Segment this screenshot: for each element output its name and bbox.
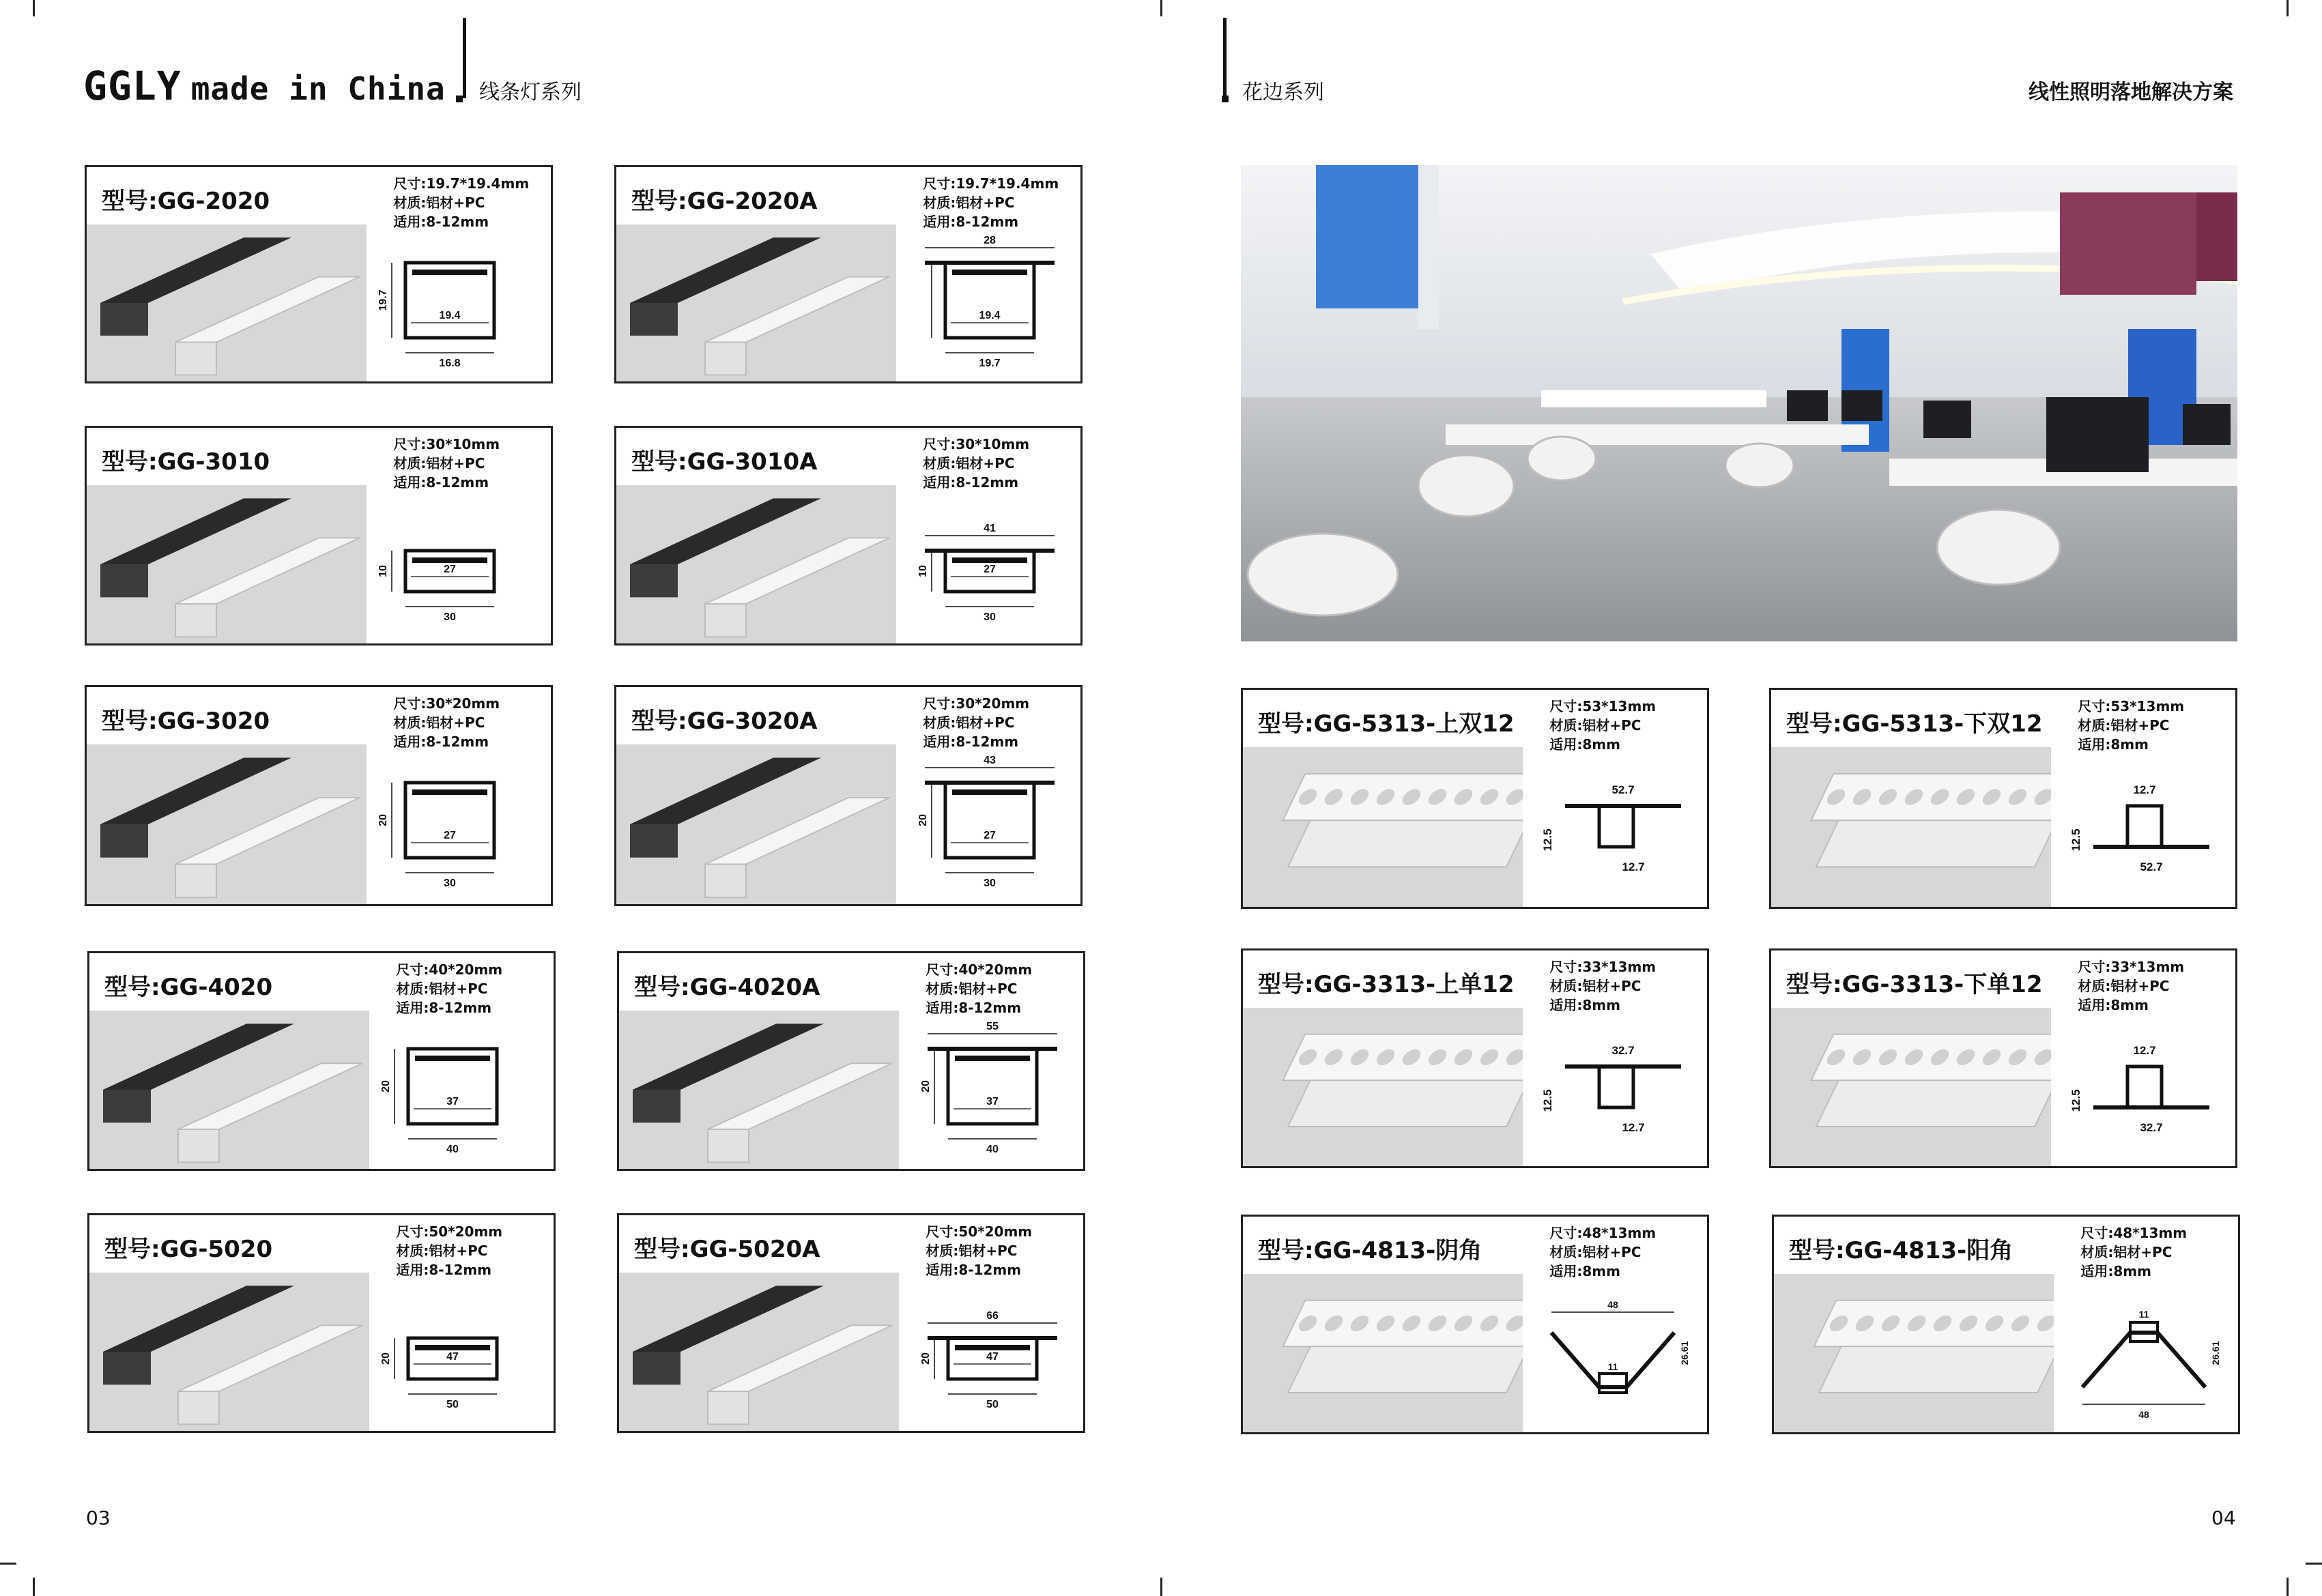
spec-size: 尺寸:48*13mm [1549, 1225, 1657, 1241]
product-model: 型号:GG-4813-阴角 [1258, 1237, 1482, 1264]
product-photo [1243, 1274, 1523, 1432]
profile-render [1243, 1008, 1523, 1166]
spec-material: 材质:铝材+PC [923, 194, 1015, 211]
product-card [1241, 688, 1709, 909]
spec-material: 材质:铝材+PC [2078, 978, 2170, 994]
dimension-label: 47 [446, 1351, 459, 1363]
product-card [85, 426, 553, 645]
spec-list [923, 435, 1029, 492]
cross-section-diagram [368, 496, 545, 642]
dimension-label: 27 [983, 830, 996, 841]
product-model: 型号:GG-5020A [634, 1236, 820, 1263]
product-card [1241, 1215, 1709, 1434]
cross-section-diagram [1524, 1285, 1702, 1431]
product-card [87, 951, 556, 1171]
cross-section-diagram [1524, 758, 1702, 904]
dimension-label: 30 [443, 877, 456, 889]
dimension-label: 43 [983, 755, 996, 766]
crop-mark [2287, 0, 2289, 16]
profile-render [616, 224, 896, 381]
profile-render [89, 1011, 369, 1169]
profile-drawing [1524, 1285, 1702, 1428]
profile-render [1771, 747, 2051, 907]
dimension-label: 12.7 [2133, 783, 2156, 796]
dimension-label: 12.5 [1540, 828, 1554, 852]
crop-mark [0, 1563, 16, 1565]
cross-section-diagram [2052, 758, 2230, 904]
product-card [614, 165, 1083, 383]
crop-mark [1160, 1578, 1162, 1596]
profile-drawing [900, 1021, 1078, 1165]
dimension-label: 50 [986, 1399, 999, 1410]
spec-size: 尺寸:33*13mm [2078, 959, 2185, 975]
spec-fit: 适用:8mm [1549, 736, 1620, 753]
dimension-label: 55 [986, 1021, 999, 1032]
dimension-label: 12.5 [2069, 828, 2082, 852]
spec-fit: 适用:8-12mm [926, 1000, 1022, 1016]
spec-material: 材质:铝材+PC [393, 455, 485, 471]
spec-list [926, 960, 1032, 1017]
profile-drawing [898, 235, 1075, 379]
product-photo [89, 1273, 369, 1431]
spec-material: 材质:铝材+PC [926, 1243, 1018, 1259]
dimension-label: 12.7 [1622, 860, 1645, 873]
product-photo [89, 1011, 369, 1169]
profile-render [1243, 747, 1523, 907]
dimension-label: 52.7 [1611, 783, 1635, 796]
product-model: 型号:GG-2020A [631, 188, 818, 215]
dimension-label: 41 [983, 523, 996, 534]
spec-list [2078, 697, 2184, 754]
product-model: 型号:GG-3010A [631, 448, 818, 476]
spec-list [1549, 1223, 1656, 1281]
cross-section-diagram [898, 235, 1075, 381]
product-model: 型号:GG-4020 [104, 974, 273, 1001]
spec-fit: 适用:8-12mm [926, 1262, 1022, 1278]
spec-size: 尺寸:50*20mm [926, 1223, 1033, 1240]
cross-section-diagram [368, 235, 545, 381]
spec-size: 尺寸:30*10mm [923, 436, 1030, 452]
cross-section-diagram [2055, 1285, 2233, 1431]
series-title-right: 花边系列 [1242, 81, 1324, 104]
product-card [1772, 1215, 2240, 1434]
dimension-label: 48 [2138, 1409, 2149, 1420]
spec-list [923, 174, 1059, 231]
product-photo [87, 485, 367, 643]
profile-render [619, 1273, 899, 1431]
spec-material: 材质:铝材+PC [2078, 717, 2170, 734]
dimension-label: 40 [986, 1144, 999, 1155]
cross-section-diagram [2052, 1019, 2230, 1165]
profile-render [1771, 1008, 2051, 1166]
brand-name: GGLY [83, 63, 182, 109]
cross-section-diagram [368, 755, 545, 901]
spec-list [393, 694, 500, 751]
cross-section-diagram [900, 1021, 1078, 1167]
cross-section-diagram [898, 755, 1075, 901]
spec-fit: 适用:8-12mm [393, 734, 489, 750]
spec-size: 尺寸:19.7*19.4mm [393, 175, 530, 192]
header-dot-right [1222, 96, 1229, 102]
product-photo [616, 744, 896, 904]
dimension-label: 47 [986, 1351, 999, 1363]
dimension-label: 12.7 [2133, 1044, 2156, 1057]
spec-size: 尺寸:50*20mm [396, 1223, 503, 1240]
spec-fit: 适用:8-12mm [393, 214, 489, 230]
hero-office-photo [1241, 165, 2237, 641]
profile-render [1243, 1274, 1523, 1432]
profile-render [87, 485, 367, 643]
cross-section-diagram [898, 496, 1075, 642]
spec-size: 尺寸:30*20mm [393, 695, 500, 712]
page-number-left: 03 [86, 1507, 111, 1529]
spec-fit: 适用:8-12mm [396, 1262, 492, 1278]
slogan: 线性照明落地解决方案 [2029, 81, 2233, 104]
spec-size: 尺寸:30*20mm [923, 695, 1030, 712]
spec-size: 尺寸:53*13mm [2078, 698, 2185, 714]
profile-drawing [368, 496, 545, 639]
product-card [614, 426, 1083, 645]
dimension-label: 52.7 [2140, 860, 2163, 873]
header-dot [456, 96, 463, 102]
office-illustration [1241, 165, 2237, 641]
crop-mark [1160, 0, 1162, 16]
product-photo [616, 224, 896, 381]
spec-material: 材质:铝材+PC [923, 455, 1015, 471]
profile-drawing [368, 235, 545, 379]
product-photo [619, 1011, 899, 1169]
spec-material: 材质:铝材+PC [393, 714, 485, 731]
spec-list [396, 960, 502, 1017]
dimension-label: 20 [917, 814, 929, 826]
spec-material: 材质:铝材+PC [1549, 717, 1642, 734]
spec-list [396, 1222, 502, 1279]
cross-section-diagram [371, 1283, 548, 1430]
dimension-label: 20 [919, 1080, 932, 1092]
profile-drawing [898, 755, 1075, 899]
dimension-label: 19.4 [439, 310, 461, 321]
product-photo [616, 485, 896, 643]
spec-list [393, 174, 529, 231]
product-model: 型号:GG-3313-下单12 [1786, 971, 2043, 998]
spec-fit: 适用:8-12mm [396, 1000, 492, 1016]
product-card [617, 951, 1085, 1171]
product-photo [619, 1273, 899, 1431]
dimension-label: 19.7 [979, 358, 1001, 369]
product-photo [1771, 747, 2051, 907]
spec-list [393, 435, 500, 492]
dimension-label: 32.7 [2140, 1121, 2163, 1134]
dimension-label: 20 [379, 1080, 392, 1092]
profile-drawing [2052, 758, 2230, 901]
dimension-label: 27 [443, 830, 456, 841]
profile-render [616, 485, 896, 643]
spec-fit: 适用:8mm [2080, 1263, 2151, 1279]
dimension-label: 10 [917, 565, 929, 577]
profile-render [619, 1011, 899, 1169]
spec-list [1549, 697, 1656, 754]
dimension-label: 11 [1607, 1361, 1618, 1372]
spec-size: 尺寸:40*20mm [396, 961, 503, 978]
dimension-label: 28 [983, 235, 996, 246]
product-card [85, 165, 553, 383]
profile-render [89, 1273, 369, 1431]
product-model: 型号:GG-5313-上双12 [1258, 710, 1515, 738]
dimension-label: 11 [2138, 1309, 2149, 1320]
spec-fit: 适用:8-12mm [923, 474, 1019, 491]
profile-drawing [1524, 758, 1702, 901]
spec-material: 材质:铝材+PC [923, 714, 1015, 731]
dimension-label: 66 [986, 1310, 999, 1322]
product-card [1769, 948, 2237, 1168]
page-number-right: 04 [2211, 1507, 2236, 1529]
product-photo [1243, 747, 1523, 907]
spec-fit: 适用:8-12mm [923, 734, 1019, 750]
dimension-label: 30 [443, 611, 456, 623]
profile-drawing [371, 1283, 548, 1427]
spec-size: 尺寸:33*13mm [1549, 959, 1657, 975]
product-card [87, 1213, 556, 1433]
dimension-label: 50 [446, 1399, 459, 1410]
spec-material: 材质:铝材+PC [393, 194, 485, 211]
profile-render [87, 224, 367, 381]
profile-drawing [371, 1021, 548, 1165]
spec-fit: 适用:8mm [2078, 997, 2149, 1013]
profile-drawing [1524, 1019, 1702, 1162]
profile-render [1774, 1274, 2054, 1432]
spec-size: 尺寸:30*10mm [393, 436, 500, 452]
product-model: 型号:GG-3020 [102, 708, 270, 735]
dimension-label: 16.8 [439, 358, 461, 369]
spec-fit: 适用:8-12mm [923, 214, 1019, 230]
dimension-label: 26.61 [1678, 1341, 1690, 1365]
profile-drawing [2055, 1285, 2233, 1428]
product-card [85, 685, 553, 906]
dimension-label: 19.7 [377, 289, 389, 311]
product-model: 型号:GG-3313-上单12 [1258, 971, 1515, 998]
product-card [614, 685, 1083, 906]
dimension-label: 20 [919, 1352, 932, 1365]
spec-material: 材质:铝材+PC [396, 981, 488, 997]
dimension-label: 40 [446, 1144, 459, 1155]
product-card [1241, 948, 1709, 1168]
product-model: 型号:GG-3010 [102, 448, 270, 476]
cross-section-diagram [900, 1283, 1078, 1430]
product-model: 型号:GG-3020A [631, 708, 818, 735]
profile-drawing [368, 755, 545, 899]
dimension-label: 20 [379, 1352, 392, 1365]
product-card [617, 1213, 1085, 1433]
spec-fit: 适用:8mm [1549, 997, 1620, 1013]
spec-material: 材质:铝材+PC [396, 1243, 488, 1259]
dimension-label: 19.4 [979, 310, 1001, 321]
crop-mark [2306, 1563, 2322, 1565]
profile-drawing [2052, 1019, 2230, 1162]
dimension-label: 30 [983, 611, 996, 623]
crop-mark [33, 1578, 35, 1596]
dimension-label: 27 [983, 564, 996, 575]
dimension-label: 20 [377, 814, 389, 826]
profile-render [87, 744, 367, 904]
header-divider [463, 18, 466, 98]
dimension-label: 26.61 [2209, 1341, 2221, 1365]
brand-logo [83, 63, 446, 109]
spec-fit: 适用:8mm [2078, 736, 2149, 753]
dimension-label: 37 [446, 1096, 459, 1107]
product-model: 型号:GG-2020 [102, 188, 270, 215]
header-divider-right [1223, 18, 1227, 98]
spec-list [1549, 957, 1656, 1015]
dimension-label: 30 [983, 877, 996, 889]
product-model: 型号:GG-5313-下双12 [1786, 710, 2043, 738]
cross-section-diagram [1524, 1019, 1702, 1165]
spec-material: 材质:铝材+PC [1549, 1244, 1642, 1260]
spec-size: 尺寸:40*20mm [926, 961, 1033, 978]
dimension-label: 12.5 [2069, 1089, 2082, 1112]
profile-render [616, 744, 896, 904]
product-photo [87, 744, 367, 904]
spec-size: 尺寸:48*13mm [2080, 1225, 2188, 1241]
dimension-label: 10 [377, 565, 389, 577]
profile-drawing [900, 1283, 1078, 1427]
product-photo [1243, 1008, 1523, 1166]
brand-tagline: made in China [190, 70, 446, 107]
spec-list [926, 1222, 1032, 1279]
spec-material: 材质:铝材+PC [926, 981, 1018, 997]
product-photo [1774, 1274, 2054, 1432]
dimension-label: 48 [1607, 1299, 1618, 1310]
spec-list [923, 694, 1029, 751]
dimension-label: 32.7 [1611, 1044, 1635, 1057]
product-model: 型号:GG-4020A [634, 974, 820, 1001]
cross-section-diagram [371, 1021, 548, 1167]
dimension-label: 12.7 [1622, 1121, 1645, 1134]
product-photo [87, 224, 367, 381]
spec-list [2080, 1223, 2187, 1281]
spec-size: 尺寸:19.7*19.4mm [923, 175, 1059, 192]
spec-size: 尺寸:53*13mm [1549, 698, 1657, 714]
spec-fit: 适用:8mm [1549, 1263, 1620, 1279]
product-card [1769, 688, 2237, 909]
crop-mark [33, 0, 35, 16]
crop-mark [2287, 1578, 2289, 1596]
profile-drawing [898, 496, 1075, 639]
spec-material: 材质:铝材+PC [2080, 1244, 2173, 1260]
spec-list [2078, 957, 2184, 1015]
dimension-label: 12.5 [1540, 1089, 1554, 1112]
spec-fit: 适用:8-12mm [393, 474, 489, 491]
product-photo [1771, 1008, 2051, 1166]
series-title-left: 线条灯系列 [479, 81, 582, 104]
product-model: 型号:GG-4813-阳角 [1789, 1237, 2013, 1264]
spec-material: 材质:铝材+PC [1549, 978, 1642, 994]
product-model: 型号:GG-5020 [104, 1236, 273, 1263]
dimension-label: 27 [443, 564, 456, 575]
dimension-label: 37 [986, 1096, 999, 1107]
